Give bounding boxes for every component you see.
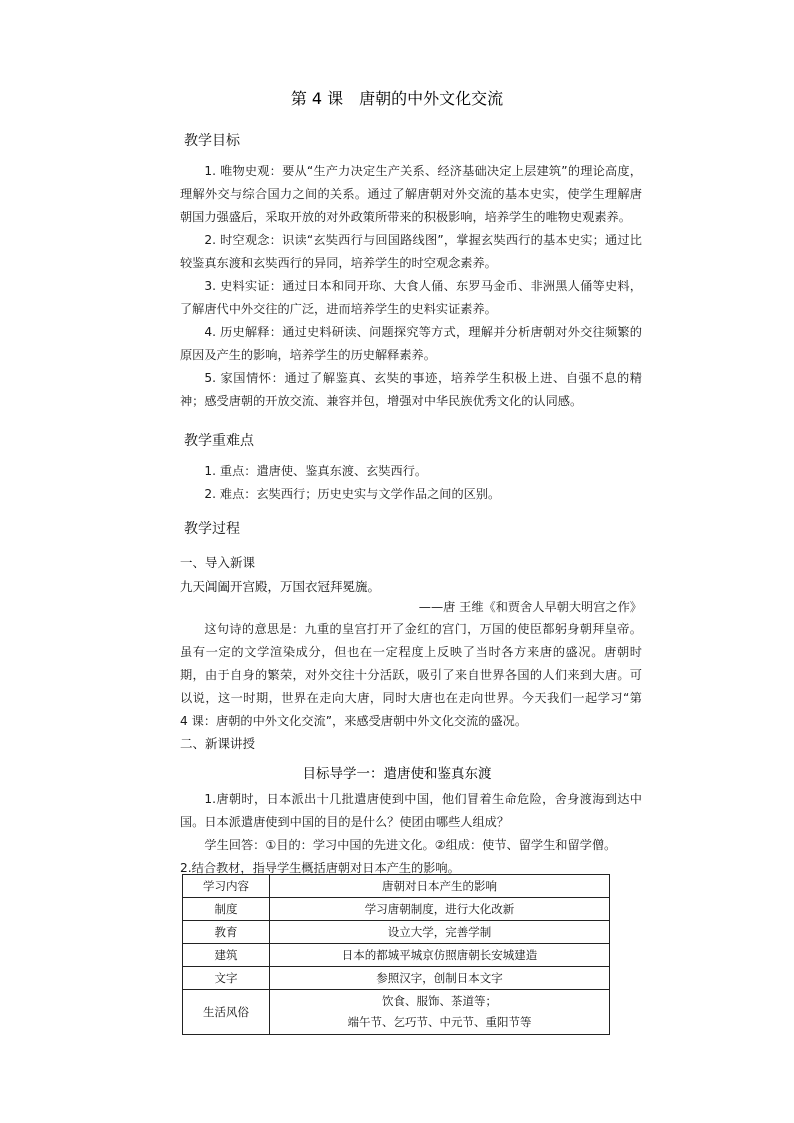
goals-heading: 教学目标 — [184, 133, 240, 149]
table-cell-value: 学习唐朝制度，进行大化改新 — [270, 898, 610, 921]
table-row — [183, 967, 610, 990]
table-header-cell: 学习内容 — [183, 875, 270, 898]
table-cell-value: 设立大学，完善学制 — [270, 921, 610, 944]
question-2: 2.结合教材，指导学生概括唐朝对日本产生的影响。 — [180, 861, 460, 875]
table-header-row — [183, 875, 610, 898]
goal-item: 1. 唯物史观：要从“生产力决定生产关系、经济基础决定上层建筑”的理论高度，理解外交与综合国力之间的关系。通过了解唐朝对外交流的基本史实，使学生理解唐朝国力强盛后，采取开放的对外政策所带来的积极影响，培养学生的唯物史观素养。 — [180, 164, 642, 224]
question-1: 1.唐朝时，日本派出十几批遣唐使到中国，他们冒着生命危险，舍身渡海到达中国。日本派遣唐使到中国的目的是什么？使团由哪些人组成？ — [180, 792, 642, 829]
intro-text: 这句诗的意思是：九重的皇宫打开了金红的宫门，万国的使臣都躬身朝拜皇帝。虽有一定的文学渲染成分，但也在一定程度上反映了当时各方来唐的盛况。唐朝时期，由于自身的繁荣，对外交往十分活跃，吸引了来自世界各国的人们来到大唐。可以说，这一时期，世界在走向大唐，同时大唐也在走向世界。今天我们一起学习“第 4 课：唐朝的中外文化交流”，来感受唐朝中外文化交流的盛况。 — [180, 622, 655, 728]
table-cell-label: 制度 — [183, 898, 270, 921]
table-cell-value: 日本的都城平城京仿照唐朝长安城建造 — [270, 944, 610, 967]
table-cell-value — [270, 990, 610, 1035]
keypoint-item: 1. 重点：遣唐使、鉴真东渡、玄奘西行。 — [204, 464, 428, 478]
new-lesson-heading: 二、新课讲授 — [180, 736, 256, 751]
influence-table — [182, 874, 610, 1035]
section1-body — [180, 788, 642, 880]
table-cell-line: 端午节、乞巧节、中元节、重阳节等 — [347, 1015, 532, 1029]
table-row — [183, 898, 610, 921]
keypoints-heading: 教学重难点 — [184, 433, 254, 449]
goal-item: 2. 时空观念：识读“玄奘西行与回国路线图”，掌握玄奘西行的基本史实；通过比较鉴真东渡和玄奘西行的异同，培养学生的时空观念素养。 — [180, 233, 642, 270]
table-cell-label: 建筑 — [183, 944, 270, 967]
goal-item: 5. 家国情怀：通过了解鉴真、玄奘的事迹，培养学生积极上进、自强不息的精神；感受唐朝的开放交流、兼容并包，增强对中华民族优秀文化的认同感。 — [180, 371, 642, 408]
table-row — [183, 944, 610, 967]
lesson-title: 第 4 课 唐朝的中外文化交流 — [290, 89, 504, 108]
intro-heading: 一、导入新课 — [180, 555, 256, 570]
table-cell-label: 生活风俗 — [183, 990, 270, 1035]
answer-1: 学生回答：①目的：学习中国的先进文化。②组成：使节、留学生和留学僧。 — [204, 838, 617, 852]
table-row — [183, 921, 610, 944]
table-cell-line: 饮食、服饰、茶道等； — [382, 994, 497, 1008]
goal-item: 4. 历史解释：通过史料研读、问题探究等方式，理解并分析唐朝对外交往频繁的原因及产生的影响，培养学生的历史解释素养。 — [180, 325, 642, 362]
goal-item: 3. 史料实证：通过日本和同开珎、大食人俑、东罗马金币、非洲黑人俑等史料，了解唐代中外交往的广泛，进而培养学生的史料实证素养。 — [180, 279, 642, 316]
table-header-cell: 唐朝对日本产生的影响 — [270, 875, 610, 898]
table-cell-label: 教育 — [183, 921, 270, 944]
section1-title: 目标导学一：遣唐使和鉴真东渡 — [302, 766, 492, 782]
table-cell-label: 文字 — [183, 967, 270, 990]
goals-list — [180, 160, 642, 413]
table-cell-value: 参照汉字，创制日本文字 — [270, 967, 610, 990]
keypoints-list — [180, 460, 642, 506]
table-row — [183, 990, 610, 1035]
poem-line: 九天阊阖开宫殿，万国衣冠拜冕旒。 — [180, 579, 381, 594]
process-heading: 教学过程 — [184, 521, 240, 537]
keypoint-item: 2. 难点：玄奘西行；历史史实与文学作品之间的区别。 — [204, 487, 501, 501]
intro-paragraph — [180, 618, 655, 733]
poem-source: ——唐 王维《和贾舍人早朝大明宫之作》 — [418, 600, 642, 614]
